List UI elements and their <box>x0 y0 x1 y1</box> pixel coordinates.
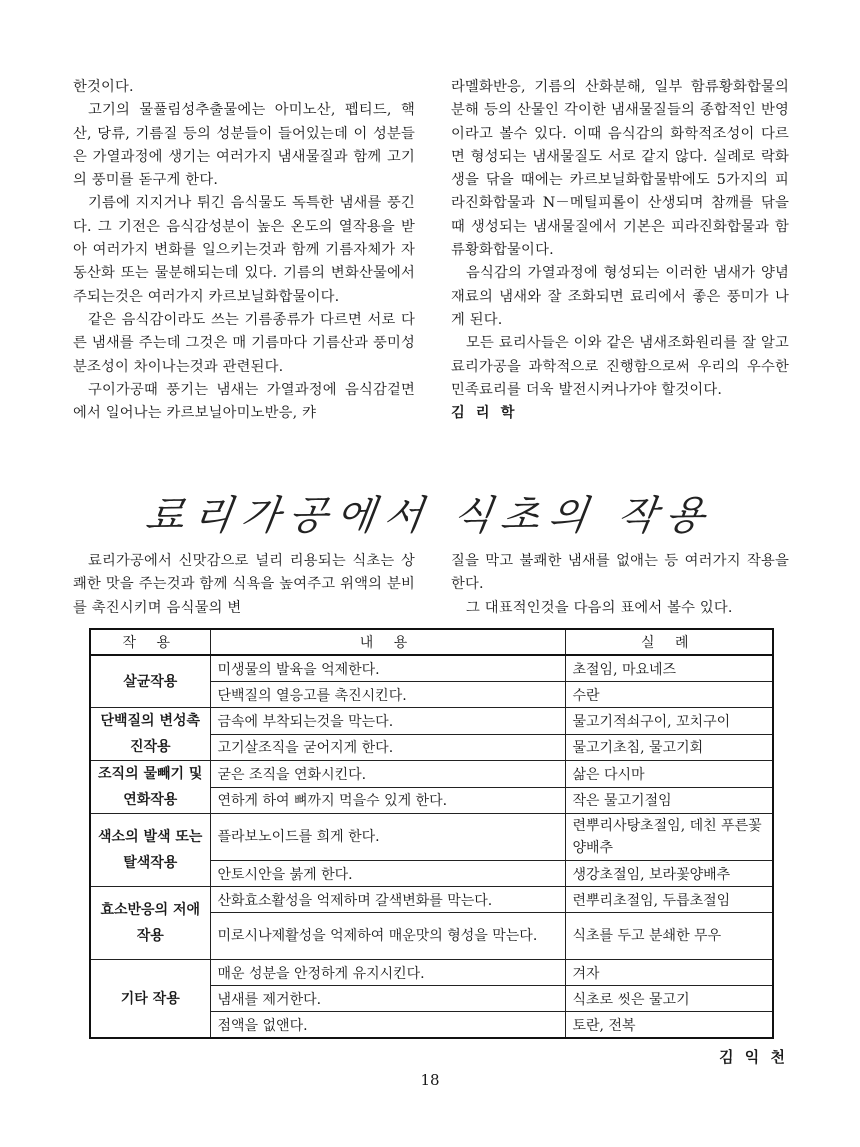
header-content: 내 용 <box>210 629 565 655</box>
category-cell: 효소반응의 저애작용 <box>90 887 210 960</box>
content-cell: 미로시나제활성을 억제하여 매운맛의 형성을 막는다. <box>210 913 565 960</box>
content-cell: 단백질의 열응고를 촉진시킨다. <box>210 682 565 708</box>
content-cell: 안토시안을 붉게 한다. <box>210 861 565 887</box>
content-cell: 점액을 없앤다. <box>210 1012 565 1039</box>
paragraph: 료리가공에서 신맛감으로 널리 리용되는 식초는 상쾌한 맛을 주는것과 함께 식욕을 높여주고 위액의 분비를 촉진시키며 음식물의 변 <box>73 553 415 616</box>
category-cell: 색소의 발색 또는 탈색작용 <box>90 814 210 887</box>
paragraph: 고기의 물풀림성추출물에는 아미노산, 펩티드, 핵산, 당류, 기름질 등의 성분들이 들어있는데 이 성분들은 가열과정에 생기는 여러가지 냄새물질과 함께 고기의 풍미를 돋구게 한다. <box>73 102 415 189</box>
paragraph: 음식감의 가열과정에 형성되는 이러한 냄새가 양념재료의 냄새와 잘 조화되면 료리에서 좋은 풍미가 나게 된다. <box>451 265 789 328</box>
example-cell: 물고기적쇠구이, 꼬치구이 <box>565 708 773 735</box>
vinegar-effects-table <box>89 628 774 1039</box>
content-cell: 금속에 부착되는것을 막는다. <box>210 708 565 735</box>
paragraph: 라멜화반응, 기름의 산화분해, 일부 함류황화합물의 분해 등의 산물인 각이한 냄새물질들의 종합적인 반영이라고 볼수 있다. 이때 음식감의 화학적조성이 다르면 형성되는 냄새물질도 서로 같지 않다. 실례로 락화생을 닦을 때에는 카르보닐화합물밖에도 5가지의 피라진화합물과 N－메틸피롤이 산생되며 참깨를 닦을 때 생성되는 냄새물질에서 기본은 피라진화합물과 함류황화합물이다. <box>451 79 789 259</box>
content-cell: 매운 성분을 안정하게 유지시킨다. <box>210 960 565 986</box>
example-cell: 토란, 전복 <box>565 1012 773 1039</box>
example-cell: 식초로 씻은 물고기 <box>565 986 773 1012</box>
article2-title: 료리가공에서 식초의 작용 <box>142 493 717 539</box>
example-cell: 련뿌리초절임, 두릅초절임 <box>565 887 773 913</box>
category-cell: 단백질의 변성촉진작용 <box>90 708 210 761</box>
example-cell: 수란 <box>565 682 773 708</box>
example-cell: 삶은 다시마 <box>565 761 773 788</box>
paragraph: 같은 음식감이라도 쓰는 기름종류가 다르면 서로 다른 냄새를 주는데 그것은 매 기름마다 기름산과 풍미성분조성이 차이나는것과 관련된다. <box>73 311 415 375</box>
paragraph: 그 대표적인것을 다음의 표에서 볼수 있다. <box>466 599 733 616</box>
example-cell: 작은 물고기절임 <box>565 787 773 814</box>
table-header-row <box>90 629 773 655</box>
content-cell: 연하게 하여 뼈까지 먹을수 있게 한다. <box>210 787 565 814</box>
content-cell: 냄새를 제거한다. <box>210 986 565 1012</box>
header-example: 실 례 <box>565 629 773 655</box>
table-row <box>90 708 773 735</box>
table-row <box>90 887 773 913</box>
content-cell: 미생물의 발육을 억제한다. <box>210 655 565 682</box>
table-row <box>90 655 773 682</box>
page-number: 18 <box>420 1071 440 1089</box>
content-cell: 플라보노이드를 희게 한다. <box>210 814 565 861</box>
article1-right-column <box>451 76 789 425</box>
content-cell: 산화효소활성을 억제하며 갈색변화를 막는다. <box>210 887 565 913</box>
example-cell: 겨자 <box>565 960 773 986</box>
paragraph: 기름에 지지거나 튀긴 음식물도 독특한 냄새를 풍긴다. 그 기전은 음식감성분이 높은 온도의 열작용을 받아 여러가지 변화를 일으키는것과 함께 기름자체가 자동산화 또는 물분해되는데 있다. 기름의 변화산물에서 주되는것은 여러가지 카르보닐화합물이다. <box>73 195 415 305</box>
article2-author: 김 익 천 <box>719 1048 788 1066</box>
paragraph: 구이가공때 풍기는 냄새는 가열과정에 음식감겉면에서 일어나는 카르보닐아미노반응, 캬 <box>73 381 415 422</box>
article1-author: 김 리 학 <box>451 405 518 422</box>
paragraph: 모든 료리사들은 이와 같은 냄새조화원리를 잘 알고 료리가공을 과학적으로 진행함으로써 우리의 우수한 민족료리를 더욱 발전시켜나가야 할것이다. <box>451 335 789 398</box>
table-row <box>90 960 773 986</box>
content-cell: 굳은 조직을 연화시킨다. <box>210 761 565 788</box>
example-cell: 생강초절임, 보라꽃양배추 <box>565 861 773 887</box>
content-cell: 고기살조직을 굳어지게 한다. <box>210 734 565 761</box>
article2-intro-left <box>73 550 415 620</box>
table-row <box>90 761 773 788</box>
table-row <box>90 814 773 861</box>
paragraph: 질을 막고 불쾌한 냄새를 없애는 등 여러가지 작용을 한다. <box>451 553 789 593</box>
header-effect: 작 용 <box>90 629 210 655</box>
article2-intro-right <box>451 550 789 620</box>
category-cell: 조직의 물빼기 및 연화작용 <box>90 761 210 814</box>
category-cell: 기타 작용 <box>90 960 210 1039</box>
article1-left-column <box>73 76 415 425</box>
category-cell: 살균작용 <box>90 655 210 708</box>
example-cell: 초절임, 마요네즈 <box>565 655 773 682</box>
example-cell: 식초를 두고 분쇄한 무우 <box>565 913 773 960</box>
example-cell: 물고기초침, 물고기회 <box>565 734 773 761</box>
paragraph: 한것이다. <box>73 79 134 95</box>
example-cell: 련뿌리사탕초절임, 데친 푸른꽃양배추 <box>565 814 773 861</box>
